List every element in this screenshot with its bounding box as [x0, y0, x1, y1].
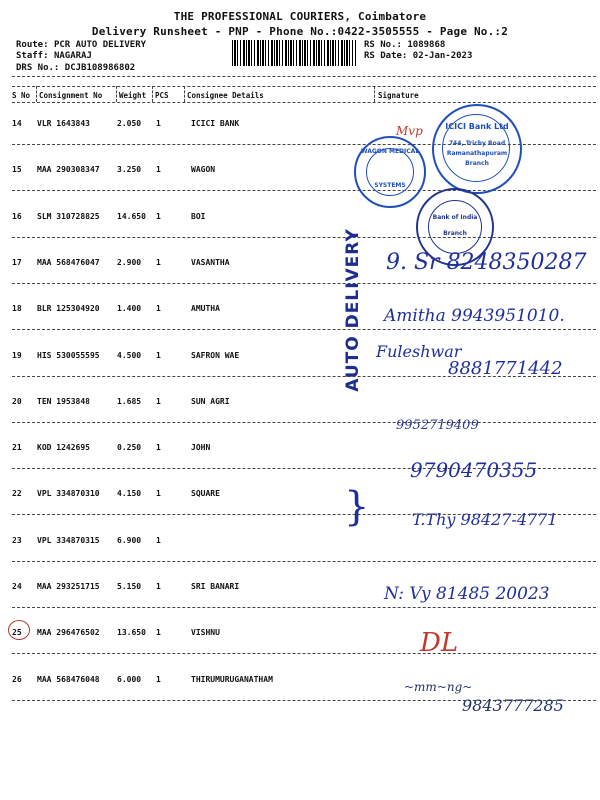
handwriting-row24: N: Vy 81485 20023 [384, 584, 550, 604]
row-consignment-no: MAA 568476047 [37, 258, 100, 267]
rs-date-label: RS Date: [364, 51, 408, 61]
row-consignment-no: VPL 334870315 [37, 536, 100, 545]
row-consignee: ICICI BANK [191, 119, 240, 128]
row-consignment-no: VLR 1643843 [37, 119, 90, 128]
row-consignee: SQUARE [191, 489, 220, 498]
row-weight: 1.400 [117, 304, 142, 313]
brace-mark: } [344, 484, 370, 530]
row-divider [12, 561, 596, 562]
row-divider [12, 237, 596, 238]
row-pcs: 1 [156, 443, 161, 452]
row-divider [12, 329, 596, 330]
runsheet-subtitle: Delivery Runsheet - PNP - Phone No.:0422-3505555 - Page No.:2 [91, 25, 509, 38]
row-sno: 17 [12, 258, 22, 267]
row-consignee: SRI BANARI [191, 582, 240, 591]
row-weight: 2.050 [117, 119, 142, 128]
row-weight: 6.000 [117, 675, 142, 684]
row-consignment-no: VPL 334870310 [37, 489, 100, 498]
barcode [232, 40, 356, 66]
row-sno: 18 [12, 304, 22, 313]
divider [12, 86, 596, 87]
row-consignment-no: SLM 310728825 [37, 212, 100, 221]
row-consignment-no: MAA 293251715 [37, 582, 100, 591]
drs-value: DCJB108986802 [64, 63, 136, 73]
row-pcs: 1 [156, 397, 161, 406]
row-sno: 16 [12, 212, 22, 221]
row-pcs: 1 [156, 212, 161, 221]
row-pcs: 1 [156, 536, 161, 545]
rs-date-value: 02-Jan-2023 [412, 51, 473, 61]
row-weight: 3.250 [117, 165, 142, 174]
row-pcs: 1 [156, 165, 161, 174]
divider [12, 76, 596, 77]
row-sno: 25 [12, 628, 22, 637]
row-consignment-no: KOD 1242695 [37, 443, 90, 452]
col-header-consignment: Consignment No [39, 91, 103, 100]
drs-label: DRS No.: [16, 63, 60, 73]
rs-date-line [364, 51, 472, 61]
staff-value: NAGARAJ [53, 51, 92, 61]
handwriting-row17: 9. Sr 8248350287 [386, 250, 587, 275]
col-sep [116, 86, 117, 102]
row-consignment-no: MAA 296476502 [37, 628, 100, 637]
row-consignee: VASANTHA [191, 258, 230, 267]
col-sep [184, 86, 185, 102]
row-sno: 19 [12, 351, 22, 360]
col-header-sno: S No [12, 91, 31, 100]
handwriting-row21: 9790470355 [410, 458, 538, 482]
col-header-consignee: Consignee Details [187, 91, 264, 100]
route-label: Route: [16, 40, 49, 50]
handwriting-row25: DL [420, 628, 459, 658]
row-consignment-no: MAA 568476048 [37, 675, 100, 684]
row-pcs: 1 [156, 351, 161, 360]
col-sep [152, 86, 153, 102]
divider [12, 102, 596, 103]
row-sno: 23 [12, 536, 22, 545]
rs-no-line [364, 40, 445, 50]
handwriting-row20: 9952719409 [396, 418, 479, 433]
handwriting-row19-phone: 8881771442 [448, 358, 563, 379]
row-consignee: VISHNU [191, 628, 220, 637]
row-weight: 5.150 [117, 582, 142, 591]
handwriting-row22: T.Thy 98427-4771 [412, 510, 558, 529]
route-line [16, 40, 146, 50]
handwriting-row18: Amitha 9943951010. [384, 306, 565, 326]
row-consignment-no: MAA 290308347 [37, 165, 100, 174]
row-divider [12, 653, 596, 654]
row-divider [12, 190, 596, 191]
row-consignee: SAFRON WAE [191, 351, 240, 360]
row-pcs: 1 [156, 675, 161, 684]
row-consignee: SUN AGRI [191, 397, 230, 406]
row-pcs: 1 [156, 304, 161, 313]
wagon-medical-seal: WAGON MEDICAL SYSTEMS [354, 136, 426, 208]
row-consignee: WAGON [191, 165, 216, 174]
row-sno: 22 [12, 489, 22, 498]
handwriting-row26: 9843777285 [462, 696, 564, 715]
row-weight: 0.250 [117, 443, 142, 452]
row-sno: 21 [12, 443, 22, 452]
row25-circle-mark [8, 620, 30, 640]
row-pcs: 1 [156, 582, 161, 591]
icici-bank-seal: ICICI Bank Ltd 744, Trichy Road Ramanathapuram Branch [432, 104, 522, 194]
row-weight: 14.650 [117, 212, 146, 221]
row-consignee: AMUTHA [191, 304, 220, 313]
drs-line [16, 63, 135, 73]
row-weight: 2.900 [117, 258, 142, 267]
row-pcs: 1 [156, 119, 161, 128]
col-header-weight: Weight [119, 91, 147, 100]
row-consignment-no: TEN 1953848 [37, 397, 90, 406]
handwriting-row19-name: Fuleshwar [376, 342, 462, 361]
row-divider [12, 422, 596, 423]
row-pcs: 1 [156, 628, 161, 637]
row-divider [12, 607, 596, 608]
row-sno: 24 [12, 582, 22, 591]
row-sno: 20 [12, 397, 22, 406]
row-weight: 1.685 [117, 397, 142, 406]
signature-row26: ~mm~ng~ [404, 680, 473, 694]
col-sep [36, 86, 37, 102]
col-sep [374, 86, 375, 102]
route-value: PCR AUTO DELIVERY [53, 40, 147, 50]
row-weight: 4.150 [117, 489, 142, 498]
row-consignment-no: HIS 530055595 [37, 351, 100, 360]
row-consignee: BOI [191, 212, 206, 221]
col-header-pcs: PCS [155, 91, 169, 100]
row-divider [12, 283, 596, 284]
staff-label: Staff: [16, 51, 49, 61]
row-sno: 15 [12, 165, 22, 174]
col-header-signature: Signature [378, 91, 419, 100]
row-consignment-no: BLR 125304920 [37, 304, 100, 313]
rs-no-label: RS No.: [364, 40, 402, 50]
row-weight: 4.500 [117, 351, 142, 360]
row-weight: 13.650 [117, 628, 146, 637]
row-weight: 6.900 [117, 536, 142, 545]
auto-delivery-stamp: AUTO DELIVERY [343, 228, 363, 392]
handwriting-row14: Mvp [396, 124, 423, 138]
row-sno: 26 [12, 675, 22, 684]
row-pcs: 1 [156, 489, 161, 498]
bank-branch-seal: Bank of India Branch [416, 188, 494, 266]
row-consignee: JOHN [191, 443, 211, 452]
row-pcs: 1 [156, 258, 161, 267]
staff-line [16, 51, 92, 61]
row-consignee: THIRUMURUGANATHAM [191, 675, 273, 684]
company-title: THE PROFESSIONAL COURIERS, Coimbatore [173, 10, 427, 23]
row-sno: 14 [12, 119, 22, 128]
rs-no-value: 1089868 [407, 40, 446, 50]
